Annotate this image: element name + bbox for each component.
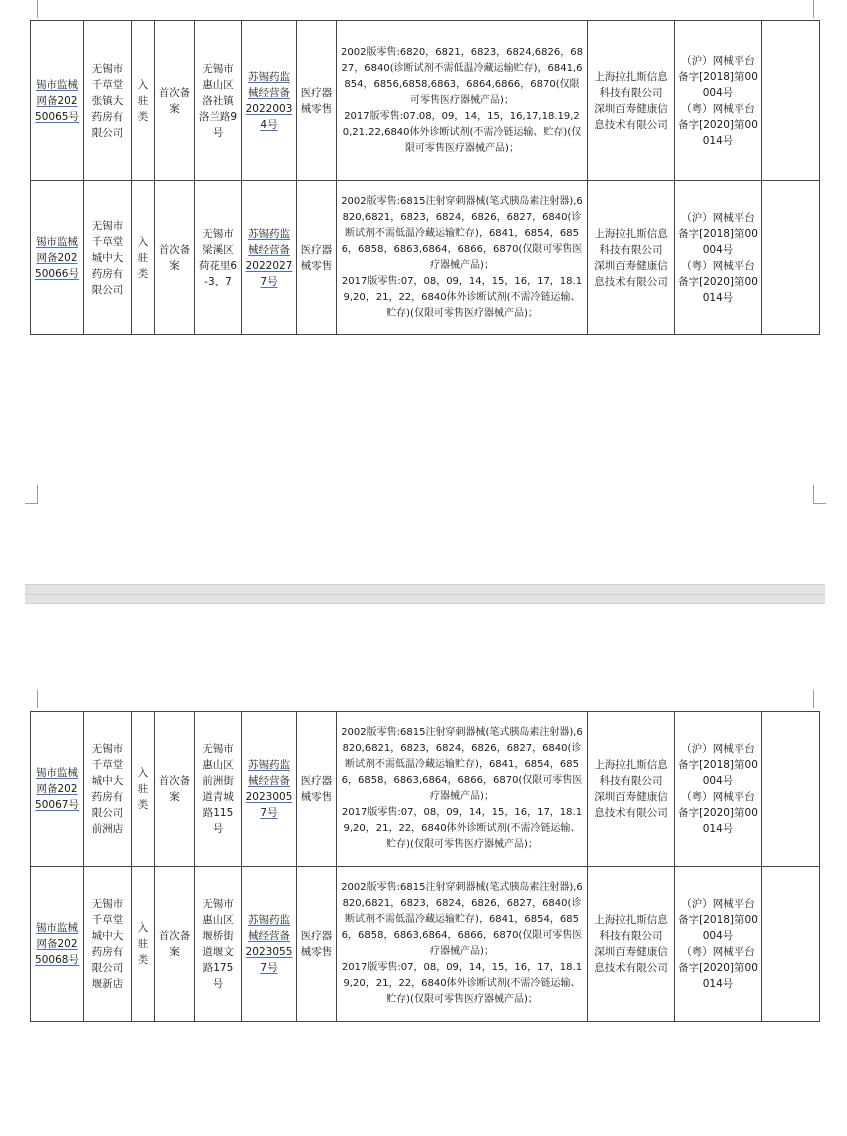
platform-record-cell: （沪）网械平台备字[2018]第00004号 （粤）网械平台备字[2020]第00014号 xyxy=(675,712,762,867)
record-number-cell: 锡市监械网备20250068号 xyxy=(31,867,84,1022)
enterprise-name-cell: 无锡市千草堂城中大药房有限公司 xyxy=(84,181,132,335)
filing-type-cell: 首次备案 xyxy=(155,21,195,181)
table-row xyxy=(31,867,820,1022)
address-cell: 无锡市惠山区洛社镇洛兰路9号 xyxy=(195,21,242,181)
remark-cell xyxy=(762,21,820,181)
license-number-cell: 苏锡药监械经营备20230057号 xyxy=(242,712,297,867)
enterprise-name-cell: 无锡市千草堂张镇大药房有限公司 xyxy=(84,21,132,181)
record-number-cell: 锡市监械网备20250067号 xyxy=(31,712,84,867)
license-number-cell: 苏锡药监械经营备20230557号 xyxy=(242,867,297,1022)
enterprise-name-cell: 无锡市千草堂城中大药房有限公司堰新店 xyxy=(84,867,132,1022)
remark-cell xyxy=(762,712,820,867)
crop-mark-top-right xyxy=(813,0,826,18)
filing-type-cell: 首次备案 xyxy=(155,181,195,335)
business-scope-cell: 2002版零售:6815注射穿刺器械(笔式胰岛素注射器),6820,6821，6823，6824，6826，6827，6840(诊断试剂不需低温冷藏运输贮存)，6841，6854，6856，6858，6863,6864，6866，6870(仅限可零售医疗器械产品)； 2017版零售:07，08，09，14，15，16，17，18.19,20，21，22，6840体外诊断试剂(不需冷链运输、贮存)(仅限可零售医疗器械产品)； xyxy=(337,181,588,335)
table-row xyxy=(31,21,820,181)
crop-mark-bottom-right xyxy=(813,485,826,504)
platform-name-cell: 上海拉扎斯信息科技有限公司 深圳百寿健康信息技术有限公司 xyxy=(588,21,675,181)
category-cell: 入驻类 xyxy=(132,181,155,335)
crop-mark-top-left xyxy=(25,690,38,708)
table-row xyxy=(31,181,820,335)
address-cell: 无锡市惠山区堰桥街道堰文路175号 xyxy=(195,867,242,1022)
address-cell: 无锡市梁溪区荷花里6-3、7 xyxy=(195,181,242,335)
license-number-cell: 苏锡药监械经营备20220034号 xyxy=(242,21,297,181)
record-number-cell: 锡市监械网备20250066号 xyxy=(31,181,84,335)
platform-name-cell: 上海拉扎斯信息科技有限公司 深圳百寿健康信息技术有限公司 xyxy=(588,181,675,335)
platform-record-cell: （沪）网械平台备字[2018]第00004号 （粤）网械平台备字[2020]第00014号 xyxy=(675,21,762,181)
business-type-cell: 医疗器械零售 xyxy=(297,21,337,181)
filing-table-1 xyxy=(30,20,820,335)
platform-name-cell: 上海拉扎斯信息科技有限公司 深圳百寿健康信息技术有限公司 xyxy=(588,712,675,867)
table-row xyxy=(31,712,820,867)
business-scope-cell: 2002版零售:6815注射穿刺器械(笔式胰岛素注射器),6820,6821，6823，6824，6826，6827，6840(诊断试剂不需低温冷藏运输贮存)，6841，6854，6856，6858，6863,6864，6866，6870(仅限可零售医疗器械产品)； 2017版零售:07，08，09，14，15，16，17，18.19,20，21，22，6840体外诊断试剂(不需冷链运输、贮存)(仅限可零售医疗器械产品)； xyxy=(337,712,588,867)
category-cell: 入驻类 xyxy=(132,867,155,1022)
platform-name-cell: 上海拉扎斯信息科技有限公司 深圳百寿健康信息技术有限公司 xyxy=(588,867,675,1022)
crop-mark-top-right xyxy=(813,690,826,708)
address-cell: 无锡市惠山区前洲街道青城路115号 xyxy=(195,712,242,867)
document-page-bottom xyxy=(0,604,847,1136)
record-number-cell: 锡市监械网备20250065号 xyxy=(31,21,84,181)
remark-cell xyxy=(762,181,820,335)
platform-record-cell: （沪）网械平台备字[2018]第00004号 （粤）网械平台备字[2020]第00014号 xyxy=(675,867,762,1022)
remark-cell xyxy=(762,867,820,1022)
platform-record-cell: （沪）网械平台备字[2018]第00004号 （粤）网械平台备字[2020]第00014号 xyxy=(675,181,762,335)
business-scope-cell: 2002版零售:6820，6821，6823，6824,6826，6827，6840(诊断试剂不需低温冷藏运输贮存)，6841,6854，6856,6858,6863，6864,6866，6870(仅限可零售医疗器械产品)； 2017版零售:07.08，09，14，15，16,17,18.19,20,21.22,6840体外诊断试剂(不需冷链运输、贮存)(仅限可零售医疗器械产品)； xyxy=(337,21,588,181)
business-type-cell: 医疗器械零售 xyxy=(297,867,337,1022)
enterprise-name-cell: 无锡市千草堂城中大药房有限公司前洲店 xyxy=(84,712,132,867)
filing-type-cell: 首次备案 xyxy=(155,712,195,867)
business-type-cell: 医疗器械零售 xyxy=(297,181,337,335)
category-cell: 入驻类 xyxy=(132,21,155,181)
license-number-cell: 苏锡药监械经营备20220277号 xyxy=(242,181,297,335)
filing-type-cell: 首次备案 xyxy=(155,867,195,1022)
category-cell: 入驻类 xyxy=(132,712,155,867)
page-separator xyxy=(25,584,825,604)
crop-mark-top-left xyxy=(25,0,38,18)
business-scope-cell: 2002版零售:6815注射穿刺器械(笔式胰岛素注射器),6820,6821，6823，6824，6826，6827，6840(诊断试剂不需低温冷藏运输贮存)，6841，6854，6856，6858，6863,6864，6866，6870(仅限可零售医疗器械产品)； 2017版零售:07，08，09，14，15，16，17，18.19,20，21，22，6840体外诊断试剂(不需冷链运输、贮存)(仅限可零售医疗器械产品)； xyxy=(337,867,588,1022)
business-type-cell: 医疗器械零售 xyxy=(297,712,337,867)
crop-mark-bottom-left xyxy=(25,485,38,504)
filing-table-2 xyxy=(30,711,820,1022)
